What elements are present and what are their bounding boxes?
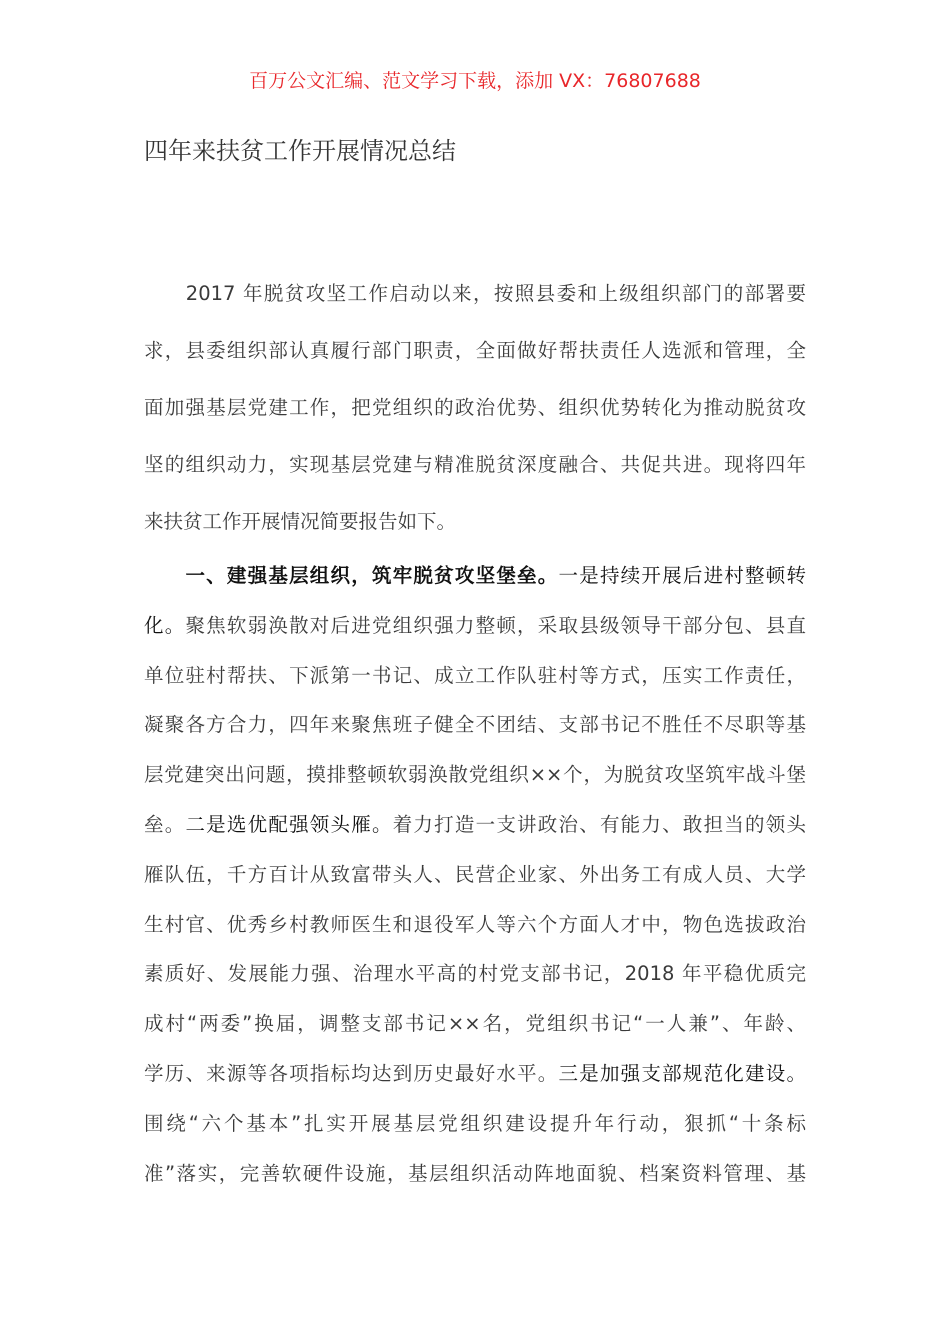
text-line <box>144 850 806 900</box>
text-line <box>144 700 806 750</box>
text-line <box>144 1049 806 1099</box>
body-text: 坚的组织动力，实现基层党建与精准脱贫深度融合、共促共进。现将四年 <box>144 453 806 476</box>
body-text: 生村官、优秀乡村教师医生和退役军人等六个方面人才中，物色选拔政治 <box>144 912 806 936</box>
text-line <box>144 322 806 379</box>
body-text: 2017 年脱贫攻坚工作启动以来，按照县委和上级组织部门的部署要 <box>144 282 806 305</box>
text-line <box>144 651 806 701</box>
body-text: 准”落实，完善软硬件设施，基层组织活动阵地面貌、档案资料管理、基 <box>144 1161 806 1185</box>
emphasis-text: 一是持续开展后进村整顿转 <box>558 564 806 587</box>
text-line <box>144 999 806 1049</box>
body-text: 层党建突出问题，摸排整顿软弱涣散党组织××个，为脱贫攻坚筑牢战斗堡 <box>144 763 806 787</box>
text-line <box>144 800 806 850</box>
body-text: 凝聚各方合力，四年来聚焦班子健全不团结、支部书记不胜任不尽职等基 <box>144 713 806 737</box>
emphasis-text: 三是加强支部规范化建设。 <box>558 1061 806 1085</box>
text-line <box>144 379 806 436</box>
text-line <box>144 493 806 550</box>
body-text: 成村“两委”换届，调整支部书记××名，党组织书记“一人兼”、年龄、 <box>144 1012 806 1036</box>
download-banner: 百万公文汇编、范文学习下载，添加 VX：76807688 <box>249 70 701 92</box>
body-text: 着力打造一支讲政治、有能力、敢担当的领头 <box>392 812 806 836</box>
emphasis-text: 化。 <box>144 613 186 637</box>
section-1-paragraph <box>144 551 806 1198</box>
emphasis-text: 二是选优配强领头雁。 <box>185 812 393 836</box>
text-line <box>144 265 806 322</box>
text-line <box>144 900 806 950</box>
body-text: 学历、来源等各项指标均达到历史最好水平。 <box>144 1061 559 1085</box>
text-line <box>144 1099 806 1149</box>
text-line <box>144 551 806 601</box>
text-line <box>144 436 806 493</box>
intro-paragraph <box>144 265 806 550</box>
text-line <box>144 1149 806 1199</box>
body-text: 单位驻村帮扶、下派第一书记、成立工作队驻村等方式，压实工作责任， <box>144 663 806 687</box>
section-heading: 一、建强基层组织，筑牢脱贫攻坚堡垒。 <box>144 564 559 587</box>
body-text: 围绕“六个基本”扎实开展基层党组织建设提升年行动，狠抓“十条标 <box>144 1111 806 1135</box>
body-text: 求，县委组织部认真履行部门职责，全面做好帮扶责任人选派和管理，全 <box>144 339 806 362</box>
text-line <box>144 750 806 800</box>
text-line <box>144 949 806 999</box>
body-text: 雁队伍，千方百计从致富带头人、民营企业家、外出务工有成人员、大学 <box>144 862 806 886</box>
body-text: 聚焦软弱涣散对后进党组织强力整顿，采取县级领导干部分包、县直 <box>185 613 806 637</box>
body-text: 垒。 <box>144 812 186 836</box>
body-text: 面加强基层党建工作，把党组织的政治优势、组织优势转化为推动脱贫攻 <box>144 396 806 419</box>
body-text: 素质好、发展能力强、治理水平高的村党支部书记，2018 年平稳优质完 <box>144 962 806 986</box>
document-title: 四年来扶贫工作开展情况总结 <box>144 137 456 165</box>
text-line <box>144 601 806 651</box>
body-text: 来扶贫工作开展情况简要报告如下。 <box>144 510 457 533</box>
